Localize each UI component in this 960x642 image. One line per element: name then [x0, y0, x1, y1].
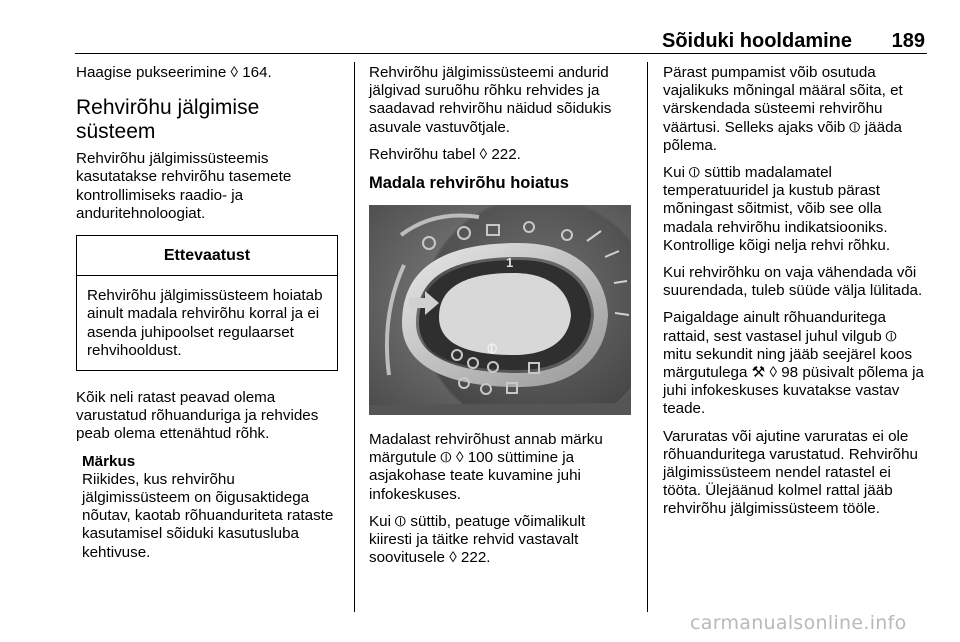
paragraph: Rehvirõhu jälgimissüsteemi andurid jälgivad suruõhu rõhku rehvides ja saadavad rehvirõhu näidud sõidukis asuvale vastuvõtjale.	[369, 64, 612, 136]
paragraph: Kõik neli ratast peavad olema varustatud rõhuanduriga ja rehvides peab olema ettenähtud rõhk.	[76, 389, 319, 443]
section-heading-line: süsteem	[76, 120, 156, 144]
section-heading-line: Rehvirõhu jälgimise	[76, 96, 260, 120]
caution-box	[76, 235, 338, 371]
note-body: Riikides, kus rehvirõhu jälgimissüsteem on õigusaktidega nõutav, kaotab rõhuanduriteta rataste kasutamisel sõiduki kasutusluba kehtivuse.	[82, 470, 334, 561]
paragraph: Kui ⦶ süttib, peatuge võimalikult kiiresti ja täitke rehvid vastavalt soovitusele ◊ 222.	[369, 512, 586, 567]
section-body: Rehvirõhu jälgimissüsteemis kasutatakse rehvirõhu tasemete kontrollimiseks raadio- ja anduritehnoloogiat.	[76, 150, 292, 222]
column-right	[663, 64, 928, 528]
column-divider	[647, 62, 648, 612]
note-title: Märkus	[82, 452, 136, 470]
page-header	[75, 28, 927, 54]
page-title: Sõiduki hooldamine	[661, 30, 852, 52]
caution-title: Ettevaatust	[77, 236, 337, 276]
gauge-tick-label: 1	[506, 255, 514, 271]
paragraph: Kui ⦶ süttib madalamatel temperatuuridel ja kustub pärast mõningast sõitmist, võib see olla madala rehvirõhu indikatsiooniks. Kontrollige kõigi nelja rehvi rõhku.	[663, 164, 891, 254]
note-block	[76, 453, 338, 562]
paragraph: Madalast rehvirõhust annab märku märgutule ⦶ ◊ 100 süttimine ja asjakohase teate kuvamine juhi infokeskuses.	[369, 431, 603, 503]
paragraph: Kui rehvirõhku on vaja vähendada või suurendada, tuleb süüde välja lülitada.	[663, 264, 923, 300]
caution-body: Rehvirõhu jälgimissüsteem hoiatab ainult madala rehvirõhu korral ja ei asenda juhipoolset regulaarset rehvihooldust.	[87, 287, 323, 359]
paragraph: Varuratas või ajutine varuratas ei ole rõhuanduritega varustatud. Rehvirõhu jälgimissüsteem nendel ratastel ei tööta. Ülejäänud kolmel rattal jääb rehvirõhu jälgimissüsteem tööle.	[663, 427, 918, 518]
tpms-warning-icon: ⦶	[487, 341, 498, 358]
page-number: 189	[891, 30, 925, 52]
towing-reference: Haagise pukseerimine ◊ 164.	[76, 64, 272, 81]
column-left	[76, 64, 338, 562]
subheading: Madala rehvirõhu hoiatus	[369, 174, 569, 193]
section-heading	[76, 96, 338, 144]
instrument-cluster-illustration	[369, 205, 631, 415]
column-middle	[369, 64, 631, 576]
paragraph: Paigaldage ainult rõhuanduritega rattaid, sest vastasel juhul vilgub ⦶ mitu sekundit ning jääb seejärel koos märgutulega ⚒ ◊ 98 püsivalt põlema ja juhi infokeskuses kuvatakse vastav teade.	[663, 309, 924, 418]
paragraph: Pärast pumpamist võib osutuda vajalikuks mõningal määral sõita, et värskendada süsteemi rehvirõhu väärtusi. Selleks ajaks võib ⦶ jääda põlema.	[663, 64, 903, 154]
table-reference: Rehvirõhu tabel ◊ 222.	[369, 145, 521, 163]
instrument-cluster-photo	[369, 205, 631, 415]
column-divider	[354, 62, 355, 612]
watermark: carmanualsonline.info	[690, 612, 907, 634]
